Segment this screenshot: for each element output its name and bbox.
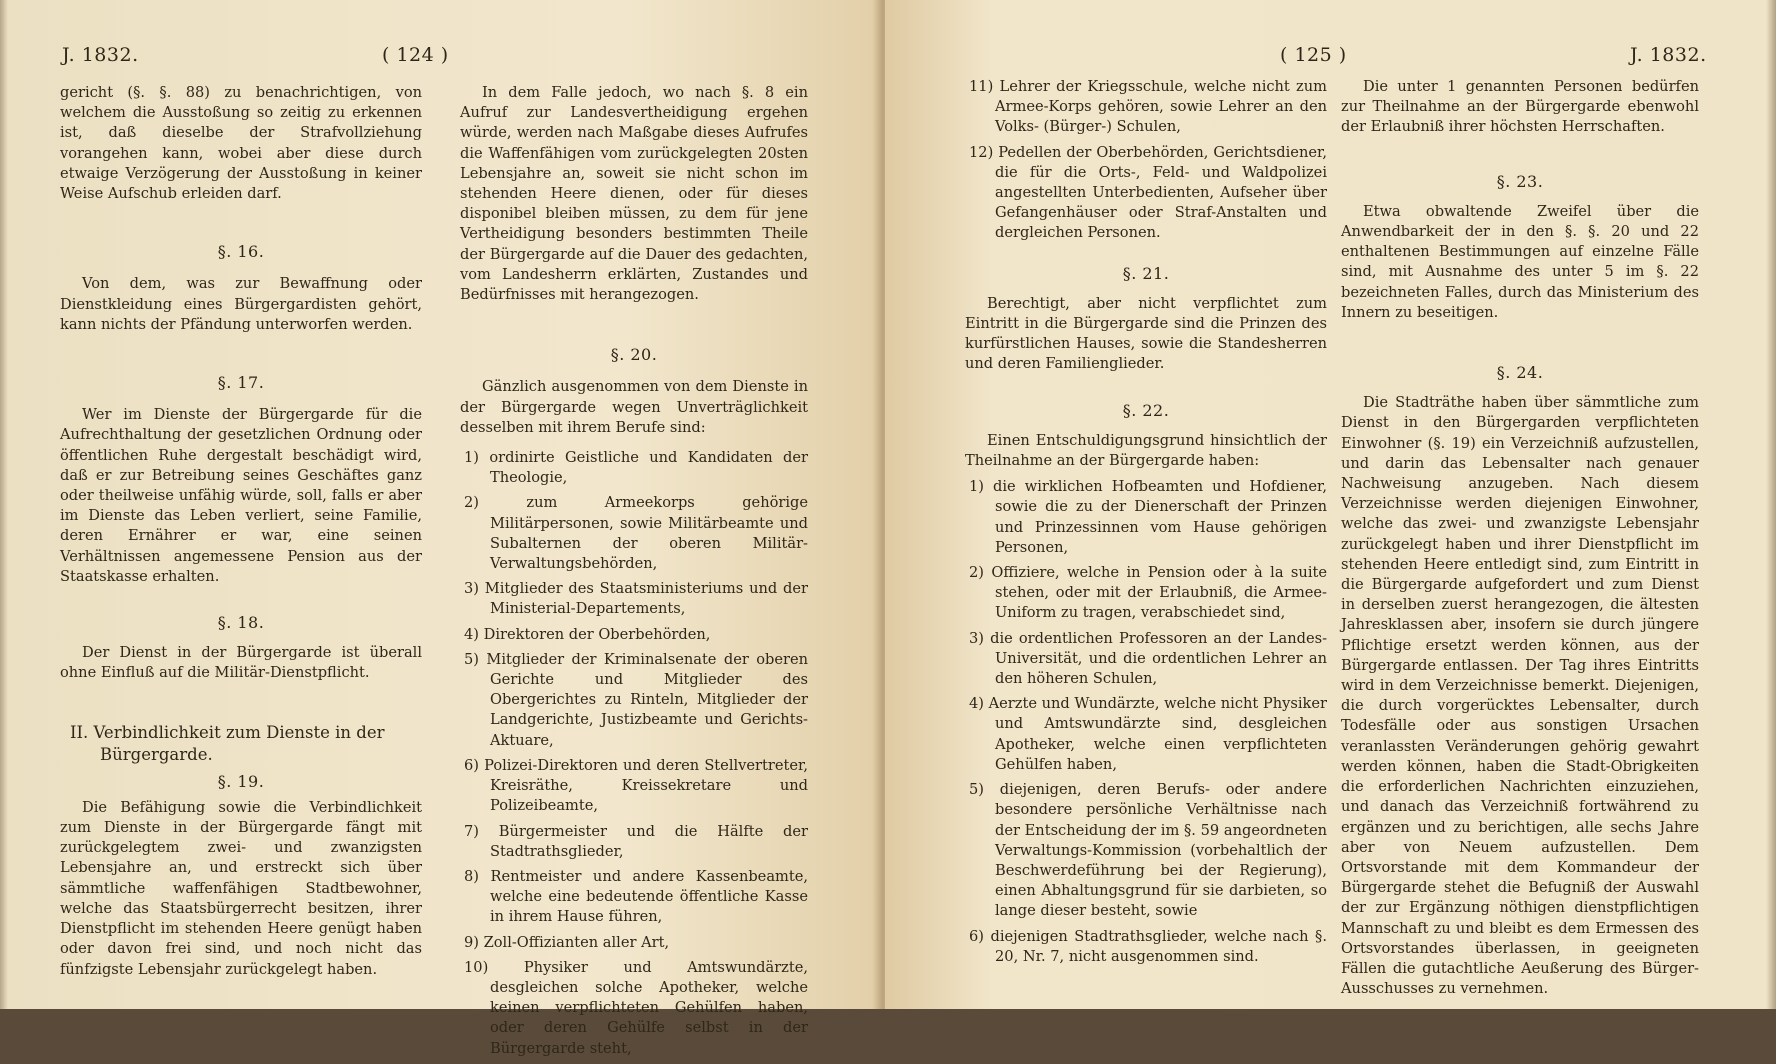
section-22-text: Einen Entschuldigungsgrund hinsichtlich der Theilnahme an der Bürgergarde haben: bbox=[965, 431, 1327, 470]
section-18-text: Der Dienst in der Bürgergarde ist überall ohne Einfluß auf die Militär-Dienstpflicht. bbox=[60, 644, 422, 682]
list-item: 2) zum Armeekorps gehörige Militärpersonen, sowie Militärbeamte und Subalternen der oberen Militär-Verwaltungsbehörden, bbox=[464, 494, 808, 573]
list-item: 2) Offiziere, welche in Pension oder à la suite stehen, oder mit der Erlaubniß, die Armee-Uniform zu tragen, verabschiedet sind, bbox=[969, 564, 1327, 622]
section-21-text: Berechtigt, aber nicht verpflichtet zum Eintritt in die Bürgergarde sind die Prinzen des kurfürstlichen Hauses, sowie die Standesherren und deren Familienglieder. bbox=[965, 294, 1327, 373]
section-22-title: §. 22. bbox=[1122, 400, 1170, 420]
left-page bbox=[0, 0, 885, 1057]
list-item: 11) Lehrer der Kriegsschule, welche nicht zum Armee-Korps gehören, sowie Lehrer an den Volks- (Bürger-) Schulen, bbox=[969, 78, 1327, 136]
paragraph-intro: In dem Falle jedoch, wo nach §. 8 ein Aufruf zur Landesvertheidigung ergehen würde, werden nach Maßgabe dieses Aufrufes die Waffenfähigen vom zurückgelegten 20sten Lebensjahre an, soweit sie nicht schon im stehenden Heere dienen, oder für dieses disponibel bleiben müssen, zu dem für jene Vertheidigung besonders bestimmten Theile der Bürgergarde auf die Dauer des gedachten, vom Landesherrn erklärten, Zustandes und Bedürfnisses mit herangezogen. bbox=[460, 84, 808, 304]
section-17-title: §. 17. bbox=[217, 373, 265, 393]
list-item: 4) Aerzte und Wundärzte, welche nicht Physiker und Amtswundärzte sind, desgleichen Apotheker, welche einen verpflichteten Gehülfen haben, bbox=[969, 695, 1327, 773]
list-item: 3) die ordentlichen Professoren an der Landes-Universität, und die ordentlichen Lehrer an den höheren Schulen, bbox=[969, 629, 1327, 688]
part-2-heading: II. Verbindlichkeit zum Dienste in der Bürgergarde. bbox=[70, 722, 385, 764]
page-edge-shadow bbox=[0, 0, 8, 1009]
left-header-year: J. 1832. bbox=[62, 44, 139, 66]
list-item: 5) Mitglieder der Kriminalsenate der oberen Gerichte und Mitglieder des Obergerichtes zu Rinteln, Mitglieder der Landgerichte, Justizbeamte und Gerichts-Aktuare, bbox=[464, 650, 808, 749]
section-18-title: §. 18. bbox=[217, 613, 265, 633]
left-page-column-1 bbox=[60, 83, 422, 980]
list-item: 6) diejenigen Stadtrathsglieder, welche nach §. 20, Nr. 7, nicht ausgenommen sind. bbox=[969, 927, 1327, 965]
right-page bbox=[885, 0, 1776, 1009]
section-20-title: §. 20. bbox=[610, 345, 658, 365]
section-23-title: §. 23. bbox=[1496, 171, 1544, 191]
section-19-title: §. 19. bbox=[217, 771, 265, 791]
section-23-text: Etwa obwaltende Zweifel über die Anwendbarkeit der in den §. §. 20 und 22 enthaltenen Bestimmungen auf einzelne Fälle sind, mit Ausnahme des unter 5 im §. 22 bezeichneten Falles, durch das Ministerium des Innern zu beseitigen. bbox=[1341, 202, 1699, 321]
list-item: 5) diejenigen, deren Berufs- oder andere besondere persönliche Verhältnisse nach der Entscheidung der im §. 59 angeordneten Verwaltungs-Kommission (vorbehaltlich der Beschwerdeführung bei der Regierung), einen Abhaltungsgrund für sie darbieten, so lange dieser besteht, sowie bbox=[969, 781, 1327, 920]
list-item: 4) Direktoren der Oberbehörden, bbox=[464, 625, 711, 643]
left-page-column-2 bbox=[460, 83, 808, 1064]
list-item: 9) Zoll-Offizianten aller Art, bbox=[464, 933, 670, 951]
section-16-title: §. 16. bbox=[217, 242, 265, 262]
section-17-text: Wer im Dienste der Bürgergarde für die Aufrechthaltung der gesetzlichen Ordnung oder öffentlichen Ruhe dergestalt beschädigt wird, daß er zur Betreibung seines Geschäftes ganz oder theilweise unfähig würde, soll, falls er aber im Dienste das Leben verliert, seine Familie, deren Ernährer er war, eine seinen Verhältnissen angemessene Pension aus der Staatskasse erhalten. bbox=[60, 406, 422, 585]
list-item: 12) Pedellen der Oberbehörden, Gerichtsdiener, die für die Orts-, Feld- und Waldpolizei angestellten Unterbedienten, Aufseher über Gefangenhäuser oder Straf-Anstalten und dergleichen Personen. bbox=[969, 143, 1327, 242]
page-edge-shadow bbox=[1766, 0, 1776, 1009]
paragraph-intro: Die unter 1 genannten Personen bedürfen zur Theilnahme an der Bürgergarde ebenwohl der Erlaubniß ihrer höchsten Herrschaften. bbox=[1341, 78, 1699, 136]
section-24-text: Die Stadträthe haben über sämmtliche zum Dienst in den Bürgergarden verpflichteten Einwohner (§. 19) ein Verzeichniß aufzustellen, und darin das Lebensalter nach genauer Nachweisung anzugeben. Nach diesem Verzeichnisse werden diejenigen Einwohner, welche das zwei- und zwanzigste Lebensjahr zurückgelegt haben und ihrer Dienstpflicht im stehenden Heere entledigt sind, zum Eintritt in die Bürgergarde aufgefordert und zum Dienst in derselben zuerst herangezogen, die ältesten Jahresklassen aber, insofern sie durch jüngere Pflichtige ersetzt werden können, aus der Bürgergarde entlassen. Der Tag ihres Eintritts wird in dem Verzeichnisse bemerkt. Diejenigen, die durch vorgerücktes Lebensalter, durch Todesfälle oder aus sonstigen Ursachen veranlassten Veränderungen gehörig gewahrt werden können, haben die Stadt-Obrigkeiten die erforderlichen Nachrichten einzuziehen, und danach das Verzeichniß fortwährend zu ergänzen und zu berichtigen, alle sechs Jahre aber von Neuem aufzustellen. Dem Ortsvorstande mit dem Kommandeur der Bürgergarde stehet die Befugniß der Auswahl der zur Ergänzung nöthigen dienstpflichtigen Mannschaft zu und bleibt es dem Ermessen des Ortsvorstandes überlassen, in geeigneten Fällen die gutachtliche Aeußerung des Bürger-Ausschusses zu vernehmen. bbox=[1341, 394, 1699, 998]
list-item: 6) Polizei-Direktoren und deren Stellvertreter, Kreisräthe, Kreissekretare und Polizeibeamte, bbox=[464, 756, 808, 815]
right-header-year: J. 1832. bbox=[1630, 44, 1707, 66]
right-header-page-number: ( 125 ) bbox=[1280, 44, 1347, 66]
section-19-text: Die Befähigung sowie die Verbindlichkeit zum Dienste in der Bürgergarde fängt mit zurückgelegtem zwei- und zwanzigsten Lebensjahre an, und erstreckt sich über sämmtliche waffenfähigen Stadtbewohner, welche das Staatsbürgerrecht besitzen, ihrer Dienstpflicht im stehenden Heere genügt haben oder davon frei sind, und noch nicht das fünfzigste Lebensjahr zurückgelegt haben. bbox=[60, 798, 422, 978]
list-item: 1) die wirklichen Hofbeamten und Hofdiener, sowie die zu der Dienerschaft der Prinzen und Prinzessinnen vom Hause gehörigen Personen, bbox=[969, 478, 1327, 556]
list-item: 7) Bürgermeister und die Hälfte der Stadtrathsglieder, bbox=[464, 822, 808, 860]
left-header-page-number: ( 124 ) bbox=[382, 44, 449, 66]
right-page-column-2 bbox=[1341, 77, 1699, 999]
excuse-list bbox=[965, 477, 1327, 967]
list-item: 3) Mitglieder des Staatsministeriums und der Ministerial-Departements, bbox=[464, 580, 808, 618]
paragraph-continuation: gericht (§. §. 88) zu benachrichtigen, von welchem die Ausstoßung so zeitig zu erkennen ist, daß dieselbe der Strafvollziehung vorangehen kann, wobei aber diese durch etwaige Verzögerung der Ausstoßung in keiner Weise Aufschub erleiden darf. bbox=[60, 84, 422, 203]
exemption-list-continued bbox=[965, 77, 1327, 244]
section-24-title: §. 24. bbox=[1496, 363, 1544, 383]
exemption-list bbox=[460, 448, 808, 1059]
list-item: 8) Rentmeister und andere Kassenbeamte, welche eine bedeutende öffentliche Kasse in ihrem Hause führen, bbox=[464, 867, 808, 926]
section-21-title: §. 21. bbox=[1122, 263, 1170, 283]
section-20-text: Gänzlich ausgenommen von dem Dienste in der Bürgergarde wegen Unverträglichkeit desselben mit ihrem Berufe sind: bbox=[460, 378, 808, 436]
list-item: 10) Physiker und Amtswundärzte, desgleichen solche Apotheker, welche keinen verpflichteten Gehülfen haben, oder deren Gehülfe selbst in der Bürgergarde steht, bbox=[464, 958, 808, 1057]
section-16-text: Von dem, was zur Bewaffnung oder Dienstkleidung eines Bürgergardisten gehört, kann nichts der Pfändung unterworfen werden. bbox=[60, 275, 422, 333]
right-page-column-1 bbox=[965, 77, 1327, 972]
list-item: 1) ordinirte Geistliche und Kandidaten der Theologie, bbox=[464, 449, 808, 487]
